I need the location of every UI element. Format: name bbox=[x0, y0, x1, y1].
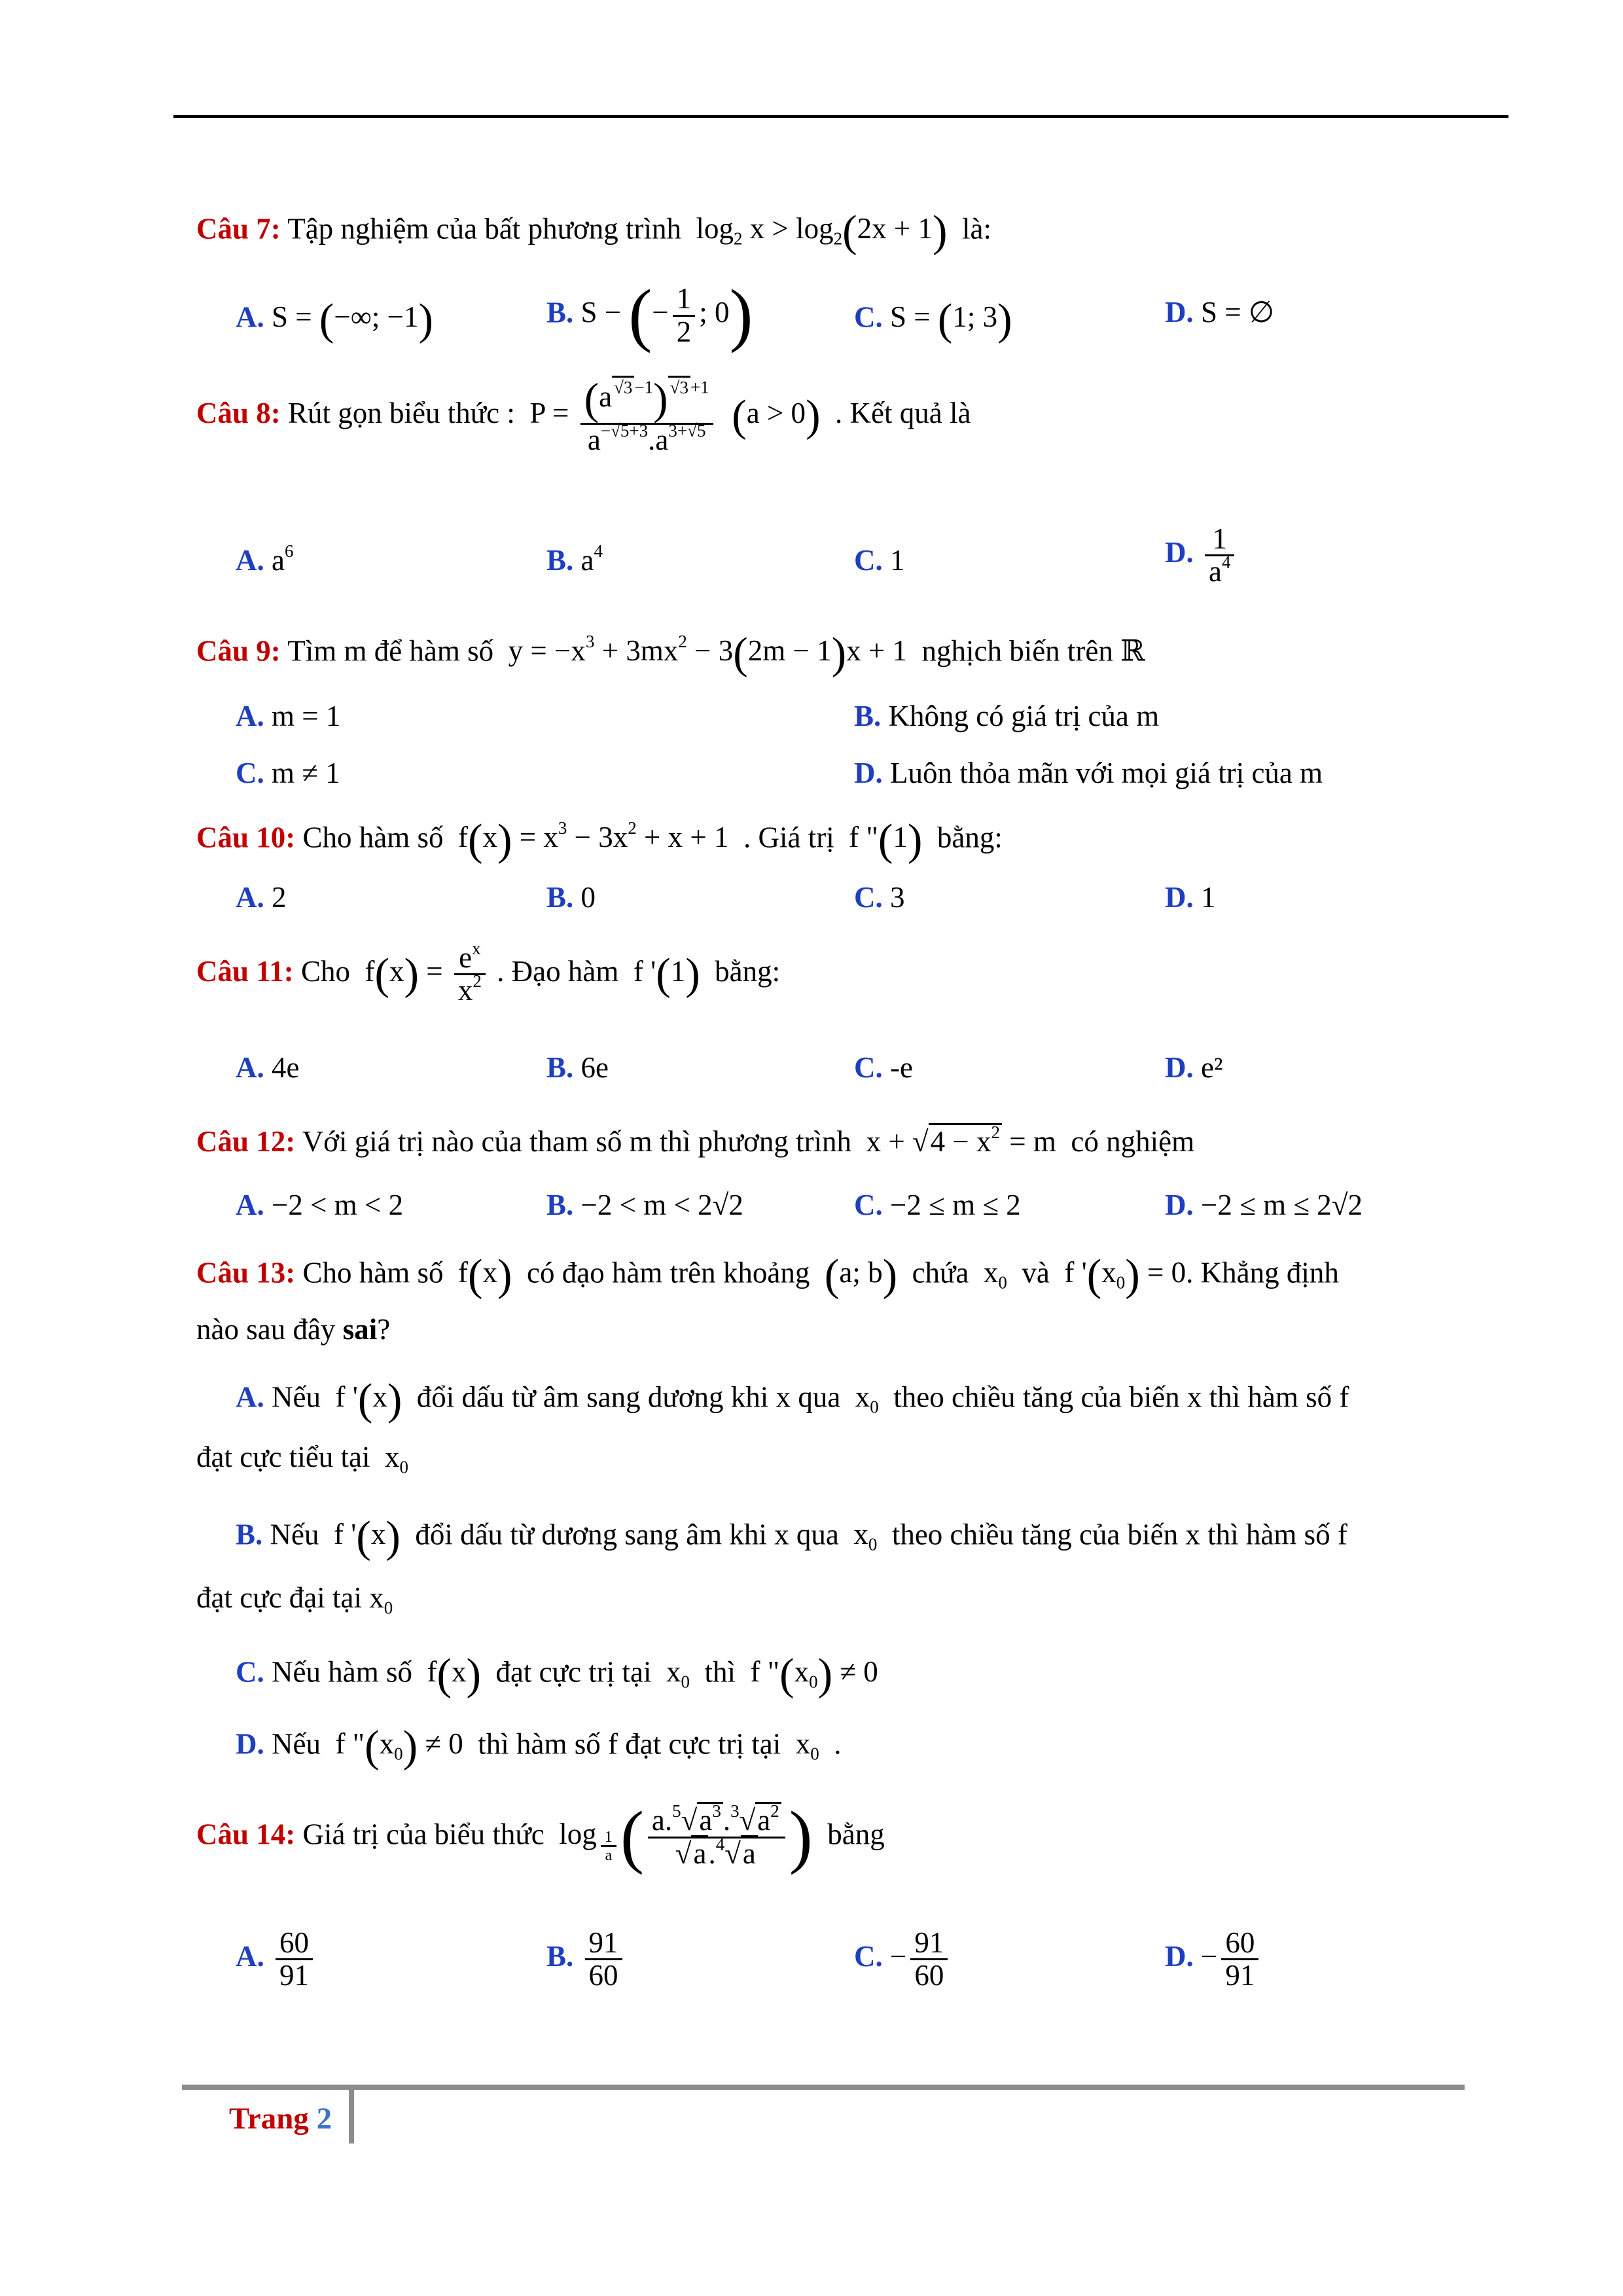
option-label: C. bbox=[854, 544, 883, 577]
option-text: m = 1 bbox=[272, 700, 341, 732]
option-text: Không có giá trị của m bbox=[888, 700, 1160, 732]
fraction-numerator: 60 bbox=[276, 1928, 313, 1960]
option-c bbox=[854, 880, 905, 914]
option-math: S = ∅ bbox=[1201, 296, 1275, 329]
question-8 bbox=[196, 376, 971, 456]
question-label: Câu 9: bbox=[196, 634, 281, 668]
option-label: B. bbox=[854, 700, 882, 732]
option-c bbox=[236, 756, 340, 790]
option-d bbox=[1165, 524, 1238, 588]
option-label: C. bbox=[854, 1051, 883, 1084]
option-text: Nếu hàm số bbox=[272, 1655, 412, 1689]
option-c bbox=[854, 1050, 913, 1085]
option-math: $x_0$ bbox=[658, 1655, 690, 1692]
question-14 bbox=[196, 1797, 885, 1878]
option-math: $\frac{1}{a^4}$ bbox=[1201, 536, 1238, 569]
option-d bbox=[1165, 1928, 1262, 1992]
option-a bbox=[236, 543, 293, 577]
option-text: đổi dấu từ dương sang âm khi x qua bbox=[415, 1518, 839, 1551]
option-label: D. bbox=[854, 757, 883, 789]
emphasis-word: sai bbox=[342, 1313, 378, 1346]
option-label: A. bbox=[236, 1051, 264, 1084]
question-text: Rút gọn biểu thức : bbox=[288, 396, 515, 429]
option-label: A. bbox=[236, 1380, 264, 1414]
math-expr: $f(x) = x^3 - 3x^2 + x + 1$ bbox=[450, 816, 736, 865]
option-text: −2 < m < 2 bbox=[272, 1189, 404, 1221]
math-expr: f '(1) bbox=[626, 949, 700, 999]
math-expr: f '$(x_0) = 0$ bbox=[1057, 1251, 1186, 1300]
question-text: nào sau đây bbox=[196, 1313, 336, 1346]
option-a bbox=[236, 880, 287, 914]
option-text: 0 bbox=[580, 881, 596, 914]
question-mark: ? bbox=[377, 1313, 391, 1346]
option-text: theo chiều tăng của biến x thì hàm số f bbox=[893, 1380, 1349, 1414]
option-math: $a^4$ bbox=[580, 541, 603, 577]
option-label: B. bbox=[546, 1940, 574, 1973]
option-text: đạt cực đại tại bbox=[196, 1581, 363, 1614]
option-b bbox=[546, 1050, 609, 1085]
option-math: $x_0$ bbox=[377, 1441, 409, 1477]
option-a bbox=[236, 1050, 299, 1085]
option-label: D. bbox=[1165, 1189, 1194, 1221]
question-text: . Khẳng định bbox=[1186, 1256, 1339, 1289]
footer-rule bbox=[182, 2085, 1465, 2090]
math-expr: log $_{\frac{1}{a}}$ ( $\frac{a.^5√a^3.^3√a^2}{√a.^4√a}$ ) bbox=[552, 1798, 813, 1876]
option-label: B. bbox=[546, 1189, 574, 1221]
option-label: D. bbox=[1165, 1051, 1194, 1084]
option-c bbox=[854, 1188, 1021, 1222]
fraction-numerator: 60 bbox=[1221, 1928, 1258, 1960]
option-d bbox=[854, 756, 1323, 790]
page-number: 2 bbox=[316, 2102, 332, 2136]
option-text: −2 ≤ m ≤ 2 bbox=[890, 1189, 1021, 1221]
option-label: D. bbox=[236, 1727, 264, 1761]
option-math: f "$(x_0) \ne 0$ bbox=[328, 1722, 471, 1771]
option-a bbox=[236, 1928, 317, 1992]
math-expr: (a; b) bbox=[824, 1251, 898, 1300]
option-label: C. bbox=[854, 881, 883, 914]
option-math: $x_0$ bbox=[847, 1380, 879, 1417]
option-label: C. bbox=[854, 1940, 883, 1973]
fraction-denominator: 60 bbox=[914, 1959, 944, 1992]
option-text: -e bbox=[890, 1051, 913, 1084]
option-d bbox=[1165, 1050, 1222, 1085]
question-tail: có nghiệm bbox=[1071, 1125, 1195, 1158]
option-text: . bbox=[834, 1727, 842, 1761]
option-math: S = (−∞; −1) bbox=[272, 295, 433, 344]
question-tail: là: bbox=[962, 212, 991, 245]
option-d bbox=[236, 1721, 842, 1772]
option-a-line2 bbox=[196, 1440, 409, 1477]
option-d bbox=[1165, 1188, 1363, 1222]
option-label: D. bbox=[1165, 1940, 1194, 1973]
question-label: Câu 14: bbox=[196, 1818, 296, 1851]
question-label: Câu 10: bbox=[196, 821, 296, 854]
option-sign: − bbox=[1201, 1940, 1218, 1973]
question-10 bbox=[196, 815, 1003, 866]
option-label: B. bbox=[546, 544, 574, 577]
option-label: A. bbox=[236, 544, 264, 577]
option-c bbox=[236, 1649, 878, 1700]
question-tail: bằng: bbox=[715, 955, 781, 988]
option-label: A. bbox=[236, 700, 264, 732]
option-label: A. bbox=[236, 1940, 264, 1973]
option-math: f '(x) bbox=[328, 1375, 402, 1424]
question-text: Giá trị của biểu thức bbox=[302, 1818, 544, 1851]
option-label: D. bbox=[1165, 296, 1194, 329]
option-label: C. bbox=[236, 1655, 264, 1689]
option-c bbox=[854, 295, 1012, 346]
option-label: C. bbox=[854, 300, 883, 334]
question-12 bbox=[196, 1124, 1194, 1158]
option-label: B. bbox=[546, 1051, 574, 1084]
question-text: có đạo hàm trên khoảng bbox=[527, 1256, 810, 1289]
question-13 bbox=[196, 1250, 1339, 1301]
option-a bbox=[236, 1188, 403, 1222]
question-label: Câu 7: bbox=[196, 212, 281, 245]
option-text: đổi dấu từ âm sang dương khi x qua bbox=[416, 1380, 841, 1414]
option-text: 4e bbox=[272, 1051, 300, 1084]
option-label: C. bbox=[236, 757, 264, 789]
option-text: Luôn thỏa mãn với mọi giá trị của m bbox=[890, 757, 1323, 789]
question-text: Tìm m để hàm số bbox=[287, 634, 494, 668]
option-text: m ≠ 1 bbox=[272, 757, 340, 789]
option-text: Nếu bbox=[272, 1727, 321, 1761]
option-b bbox=[546, 543, 603, 577]
option-label: C. bbox=[854, 1189, 883, 1221]
option-label: B. bbox=[546, 296, 574, 329]
question-text: Cho bbox=[301, 955, 351, 988]
option-math: $a^6$ bbox=[272, 541, 294, 577]
option-b bbox=[546, 1188, 743, 1222]
math-expr: $y = -x^3 + 3mx^2 - 3(2m - 1)x + 1$ bbox=[501, 629, 915, 678]
question-text: Cho hàm số bbox=[302, 1256, 444, 1289]
option-label: A. bbox=[236, 1189, 264, 1221]
option-text: −2 < m < 2√2 bbox=[580, 1189, 743, 1221]
math-expr: P = $\frac{(a ^{√3 -1}) ^{√3 +1}}{a^{-√5+3}.a^{3+√5}}$ (a > 0) bbox=[522, 374, 821, 456]
option-math: f '(x) bbox=[326, 1513, 401, 1562]
option-text: thì hàm số f đạt cực trị tại bbox=[478, 1727, 781, 1761]
option-math: $x_0$ bbox=[369, 1581, 393, 1618]
question-text: Với giá trị nào của tham số m thì phương trình bbox=[302, 1125, 852, 1158]
option-text: e² bbox=[1201, 1051, 1223, 1084]
option-text: −2 ≤ m ≤ 2√2 bbox=[1201, 1189, 1363, 1221]
option-math: 1 bbox=[890, 544, 905, 577]
option-text: Nếu bbox=[270, 1518, 319, 1551]
option-math: S = (1; 3) bbox=[890, 295, 1012, 344]
option-text: đạt cực trị tại bbox=[495, 1655, 652, 1689]
option-d bbox=[1165, 295, 1274, 329]
question-9 bbox=[196, 628, 1145, 679]
option-text: Nếu bbox=[272, 1380, 321, 1414]
question-text: Cho hàm số bbox=[302, 821, 444, 854]
page-label: Trang bbox=[229, 2102, 309, 2136]
option-a bbox=[236, 699, 340, 733]
option-label: A. bbox=[236, 300, 264, 334]
math-expr: $\log_2 x > \log_2(2x + 1)$ bbox=[688, 207, 948, 256]
question-tail: . Kết quả là bbox=[835, 396, 971, 429]
fraction-numerator: 91 bbox=[585, 1928, 622, 1960]
question-tail: . Giá trị bbox=[743, 821, 834, 854]
option-d bbox=[1165, 880, 1216, 914]
option-text: đạt cực tiểu tại bbox=[196, 1441, 370, 1473]
option-text: thì bbox=[704, 1655, 736, 1689]
option-text: 1 bbox=[1201, 881, 1216, 914]
math-expr: f "(1) bbox=[842, 816, 923, 865]
question-tail: bằng: bbox=[936, 821, 1003, 854]
fraction-numerator: 91 bbox=[910, 1928, 948, 1960]
option-text: 6e bbox=[580, 1051, 609, 1084]
footer-divider bbox=[349, 2085, 354, 2144]
question-label: Câu 11: bbox=[196, 955, 294, 988]
math-expr: $x + √4 - x^2 = m$ bbox=[859, 1122, 1064, 1158]
header-rule bbox=[173, 115, 1508, 118]
question-label: Câu 8: bbox=[196, 396, 281, 429]
option-math: $x_0$ bbox=[788, 1727, 819, 1764]
option-math: f(x) bbox=[419, 1650, 481, 1699]
fraction-denominator: 60 bbox=[588, 1959, 618, 1992]
option-math: S − (− $\frac{1}{2}$ ; 0) bbox=[580, 276, 753, 354]
question-11 bbox=[196, 938, 781, 1007]
option-label: B. bbox=[236, 1518, 263, 1551]
question-7 bbox=[196, 206, 991, 257]
math-expr: f(x) = $\frac{e^x}{x^2}$ bbox=[357, 955, 490, 988]
question-label: Câu 13: bbox=[196, 1256, 296, 1289]
math-expr: $x_0$ bbox=[976, 1256, 1007, 1293]
option-b bbox=[236, 1512, 1347, 1563]
option-text: 2 bbox=[272, 881, 287, 914]
question-tail: . Đạo hàm bbox=[497, 955, 619, 988]
option-b bbox=[546, 880, 596, 914]
question-text: và bbox=[1022, 1256, 1050, 1289]
option-a bbox=[236, 295, 433, 346]
option-c bbox=[854, 543, 905, 577]
question-tail: nghịch biến trên ℝ bbox=[921, 634, 1145, 668]
option-math: f "$(x_0) \ne 0$ bbox=[743, 1650, 878, 1699]
question-text: Tập nghiệm của bất phương trình bbox=[287, 212, 681, 245]
option-sign: − bbox=[890, 1940, 907, 1973]
option-c bbox=[854, 1928, 952, 1992]
option-b bbox=[546, 275, 753, 356]
question-text: chứa bbox=[912, 1256, 969, 1289]
option-label: D. bbox=[1165, 881, 1194, 914]
option-b bbox=[546, 1928, 626, 1992]
option-b bbox=[854, 699, 1159, 733]
option-label: A. bbox=[236, 881, 264, 914]
question-tail: bằng bbox=[827, 1818, 885, 1851]
question-13-line2 bbox=[196, 1312, 390, 1346]
option-math: $x_0$ bbox=[846, 1518, 878, 1554]
option-label: B. bbox=[546, 881, 574, 914]
option-label: D. bbox=[1165, 536, 1194, 569]
fraction-denominator: 91 bbox=[1225, 1959, 1255, 1992]
fraction-denominator: 91 bbox=[279, 1959, 309, 1992]
option-a bbox=[236, 1374, 1349, 1426]
option-text: 3 bbox=[890, 881, 905, 914]
question-label: Câu 12: bbox=[196, 1125, 296, 1158]
math-expr: f(x) bbox=[450, 1251, 512, 1300]
option-b-line2 bbox=[196, 1581, 393, 1618]
page-footer bbox=[229, 2101, 332, 2136]
option-text: theo chiều tăng của biến x thì hàm số f bbox=[891, 1518, 1347, 1551]
